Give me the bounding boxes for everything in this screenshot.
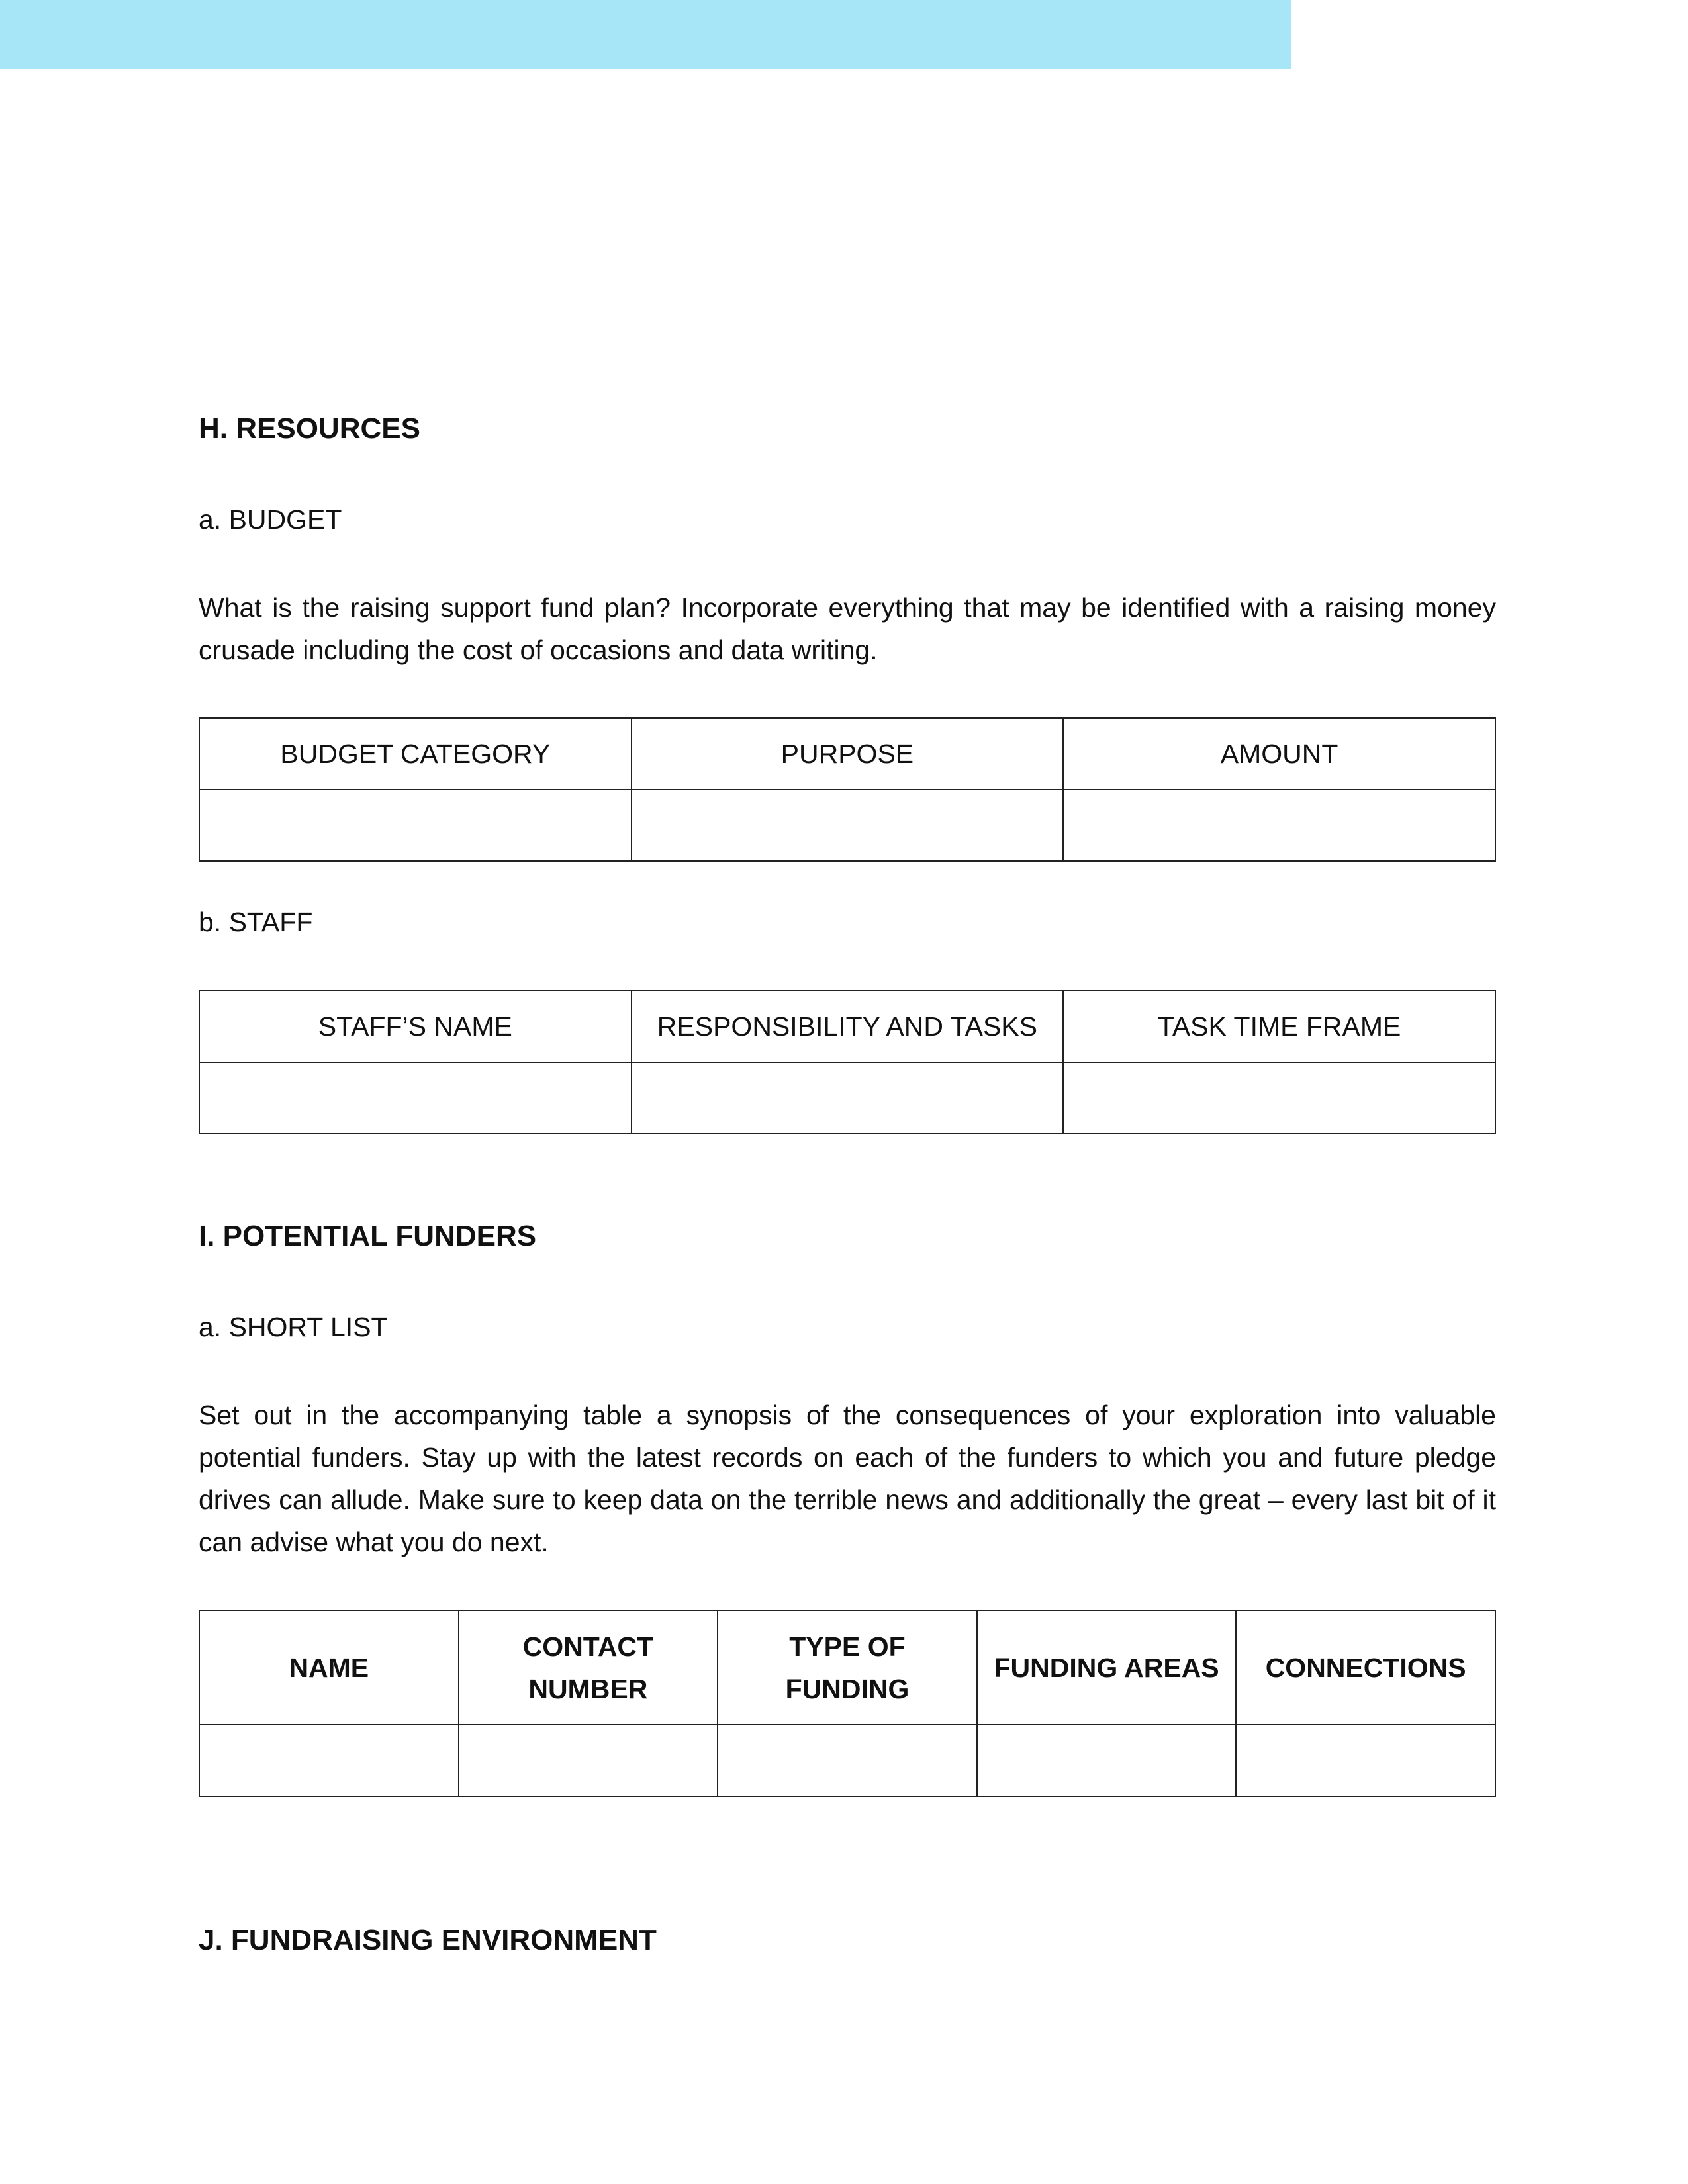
subheading-budget: a. BUDGET [199,504,342,535]
budget-description: What is the raising support fund plan? Incorporate everything that may be identified with a raising money crusade including the cost of occasions and data writing. [199,592,1496,665]
header-responsibility: RESPONSIBILITY AND TASKS [632,991,1064,1062]
table-row [199,790,1495,861]
header-amount: AMOUNT [1063,718,1495,790]
table-row [199,1725,1495,1796]
table-header-row [199,718,1495,790]
header-purpose: PURPOSE [632,718,1064,790]
header-contact-number: CONTACT NUMBER [459,1610,718,1725]
staff-table [199,990,1496,1134]
header-staff-name: STAFF’S NAME [199,991,632,1062]
funders-table [199,1610,1496,1797]
funding-areas-cell[interactable] [977,1725,1237,1796]
name-cell[interactable] [199,1725,459,1796]
section-heading-fundraising-environment: J. FUNDRAISING ENVIRONMENT [199,1924,657,1956]
task-time-frame-cell[interactable] [1063,1062,1495,1134]
connections-cell[interactable] [1236,1725,1495,1796]
header-budget-category: BUDGET CATEGORY [199,718,632,790]
header-task-time-frame: TASK TIME FRAME [1063,991,1495,1062]
header-type-of-funding: TYPE OF FUNDING [718,1610,977,1725]
staff-name-cell[interactable] [199,1062,632,1134]
top-color-band [0,0,1291,69]
header-name: NAME [199,1610,459,1725]
budget-table [199,717,1496,862]
purpose-cell[interactable] [632,790,1064,861]
budget-category-cell[interactable] [199,790,632,861]
table-row [199,1062,1495,1134]
table-header-row [199,1610,1495,1725]
header-funding-areas: FUNDING AREAS [977,1610,1237,1725]
subheading-short-list: a. SHORT LIST [199,1312,388,1342]
type-of-funding-cell[interactable] [718,1725,977,1796]
contact-number-cell[interactable] [459,1725,718,1796]
responsibility-cell[interactable] [632,1062,1064,1134]
section-heading-resources: H. RESOURCES [199,412,420,445]
amount-cell[interactable] [1063,790,1495,861]
short-list-description: Set out in the accompanying table a synopsis of the consequences of your exploration into valuable potential funders. Stay up with the latest records on each of the funders to which you and future pledge drives can allude. Make sure to keep data on the terrible news and additionally the great – every last bit of it can advise what you do next. [199,1400,1496,1557]
section-heading-potential-funders: I. POTENTIAL FUNDERS [199,1220,537,1252]
table-header-row [199,991,1495,1062]
subheading-staff: b. STAFF [199,907,313,937]
header-connections: CONNECTIONS [1236,1610,1495,1725]
